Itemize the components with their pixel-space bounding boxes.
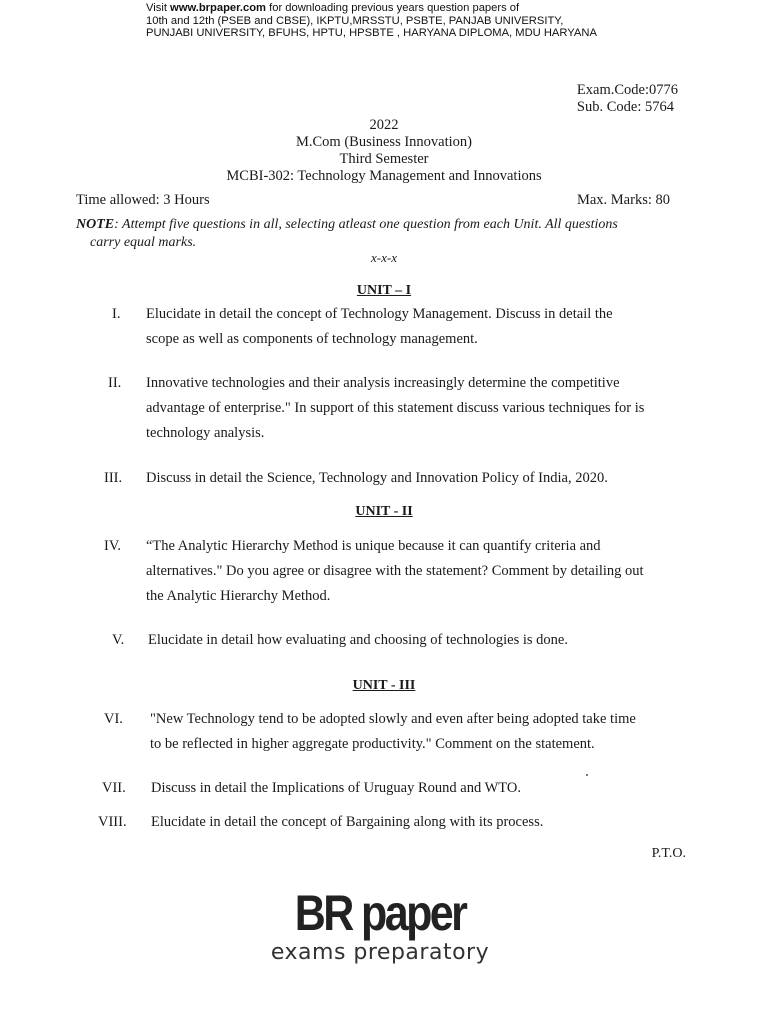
time-allowed: Time allowed: 3 Hours: [76, 192, 210, 208]
banner-line-2: 10th and 12th (PSEB and CBSE), IKPTU,MRSSTU, PSBTE, PANJAB UNIVERSITY,: [146, 14, 564, 27]
question-line: advantage of enterprise." In support of this statement discuss various techniques for is: [146, 400, 645, 416]
logo-tagline: exams preparatory: [270, 940, 490, 965]
question-number: VI.: [104, 711, 123, 727]
exam-title-block: [0, 117, 768, 185]
question-line: technology analysis.: [146, 425, 265, 441]
question-number: V.: [112, 632, 125, 648]
question-number: VII.: [102, 780, 126, 796]
question-number: I.: [112, 306, 121, 322]
question-line: to be reflected in higher aggregate productivity." Comment on the statement.: [150, 736, 595, 752]
note-text-line-2: carry equal marks.: [90, 235, 197, 250]
unit-2-heading: UNIT - II: [355, 504, 413, 519]
exam-year: 2022: [369, 117, 399, 133]
question-line: Discuss in detail the Science, Technology and Innovation Policy of India, 2020.: [146, 470, 608, 486]
question-line: Discuss in detail the Implications of Uruguay Round and WTO.: [151, 780, 521, 796]
logo-main-text: BR paper: [294, 885, 466, 941]
banner-site-link[interactable]: www.brpaper.com: [170, 2, 266, 14]
page-turn-over: P.T.O.: [651, 846, 686, 861]
question-line: “The Analytic Hierarchy Method is unique because it can quantify criteria and: [146, 538, 601, 554]
question-number: IV.: [104, 538, 122, 554]
paper-title: MCBI-302: Technology Management and Innovations: [226, 168, 542, 184]
question-line: Elucidate in detail the concept of Technology Management. Discuss in detail the: [146, 306, 613, 322]
max-marks: Max. Marks: 80: [576, 192, 670, 208]
unit-1-heading: UNIT – I: [356, 283, 412, 298]
banner-line-3: PUNJABI UNIVERSITY, BFUHS, HPTU, HPSBTE , HARYANA DIPLOMA, MDU HARYANA: [146, 27, 597, 39]
semester: Third Semester: [339, 151, 429, 167]
banner-line-1: [146, 2, 706, 15]
question-line: Elucidate in detail how evaluating and choosing of technologies is done.: [148, 632, 568, 648]
question-line: alternatives." Do you agree or disagree with the statement? Comment by detailing out: [146, 563, 644, 579]
note-text-line-1: : Attempt five questions in all, selecting atleast one question from each Unit. All questions: [114, 217, 618, 232]
sub-code: Sub. Code: 5764: [576, 99, 674, 115]
time-marks-row: [76, 192, 670, 209]
scan-speck: [586, 774, 588, 776]
question-line: Elucidate in detail the concept of Bargaining along with its process.: [151, 814, 544, 830]
banner-prefix: Visit: [146, 2, 171, 14]
question-line: Innovative technologies and their analysis increasingly determine the competitive: [146, 375, 620, 391]
question-number: II.: [108, 375, 122, 391]
instructions-note: [76, 216, 680, 252]
exam-codes: [577, 82, 678, 116]
unit-3-heading: UNIT - III: [352, 678, 416, 693]
brpaper-logo: [250, 885, 510, 978]
course-name: M.Com (Business Innovation): [295, 134, 472, 150]
exam-code: Exam.Code:0776: [576, 82, 678, 98]
question-number: VIII.: [98, 814, 127, 830]
separator: x-x-x: [371, 250, 397, 265]
banner-suffix: for downloading previous years question papers of: [266, 2, 520, 14]
question-number: III.: [104, 470, 123, 486]
question-line: "New Technology tend to be adopted slowly and even after being adopted take time: [150, 711, 636, 727]
question-line: scope as well as components of technology management.: [146, 331, 478, 347]
question-line: the Analytic Hierarchy Method.: [146, 588, 331, 604]
note-label: NOTE: [76, 217, 115, 232]
website-banner: [146, 2, 706, 40]
